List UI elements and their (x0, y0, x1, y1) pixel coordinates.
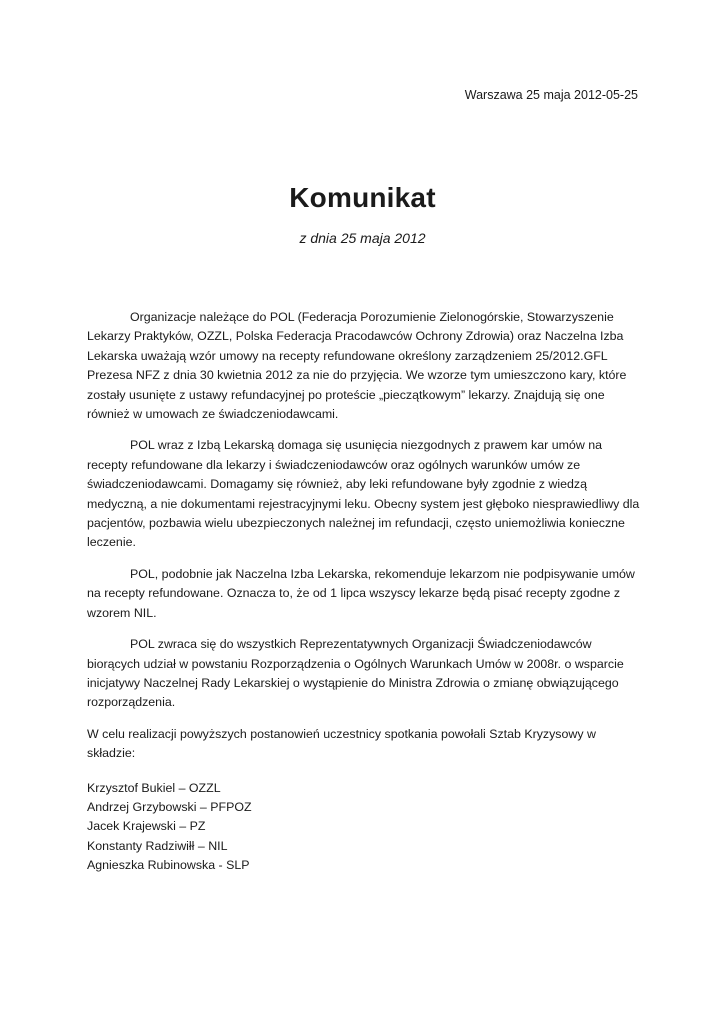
document-subtitle: z dnia 25 maja 2012 (299, 230, 426, 246)
list-item: Agnieszka Rubinowska - SLP (87, 858, 250, 873)
document-body (87, 308, 643, 876)
document-title: Komunikat (289, 182, 436, 213)
list-item: Krzysztof Bukiel – OZZL (87, 780, 221, 795)
crisis-staff-list (87, 779, 643, 876)
paragraph-2: POL wraz z Izbą Lekarską domaga się usunięcia niezgodnych z prawem kar umów na recepty refundowane dla lekarzy i świadczeniodawców oraz ogólnych warunków umów ze świadczeniodawcami. Domagamy się również, aby leki refundowane były zgodnie z wiedzą medyczną, a nie dokumentami rejestracyjnymi leku. Obecny system jest głęboko niesprawiedliwy dla pacjentów, pozbawia wielu ubezpieczonych należnej im refundacji, często uniemożliwia konieczne leczenie. (87, 438, 640, 550)
list-item: Jacek Krajewski – PZ (87, 819, 206, 834)
place-date: Warszawa 25 maja 2012-05-25 (464, 88, 638, 102)
list-item: Andrzej Grzybowski – PFPOZ (87, 799, 252, 814)
paragraph-1: Organizacje należące do POL (Federacja Porozumienie Zielonogórskie, Stowarzyszenie Lekarzy Praktyków, OZZL, Polska Federacja Pracodawców Ochrony Zdrowia) oraz Naczelna Izba Lekarska uważają wzór umowy na recepty refundowane określony zarządzeniem 25/2012.GFL Prezesa NFZ z dnia 30 kwietnia 2012 za nie do przyjęcia. We wzorze tym umieszczono kary, które zostały usunięte z ustawy refundacyjnej po proteście „pieczątkowym” lekarzy. Znajdują się one również w umowach ze świadczeniodawcami. (87, 310, 627, 422)
paragraph-4: POL zwraca się do wszystkich Reprezentatywnych Organizacji Świadczeniodawców biorących udział w powstaniu Rozporządzenia o Ogólnych Warunkach Umów w 2008r. o wsparcie inicjatywy Naczelnej Rady Lekarskiej o wystąpienie do Ministra Zdrowia o zmianę obwiązującego rozporządzenia. (87, 637, 624, 710)
paragraph-3: POL, podobnie jak Naczelna Izba Lekarska, rekomenduje lekarzom nie podpisywanie umów na recepty refundowane. Oznacza to, że od 1 lipca wszyscy lekarze będą pisać recepty zgodne z wzorem NIL. (87, 566, 635, 620)
closing-paragraph: W celu realizacji powyższych postanowień uczestnicy spotkania powołali Sztab Kryzysowy w składzie: (87, 726, 596, 761)
list-item: Konstanty Radziwiłł – NIL (87, 838, 228, 853)
